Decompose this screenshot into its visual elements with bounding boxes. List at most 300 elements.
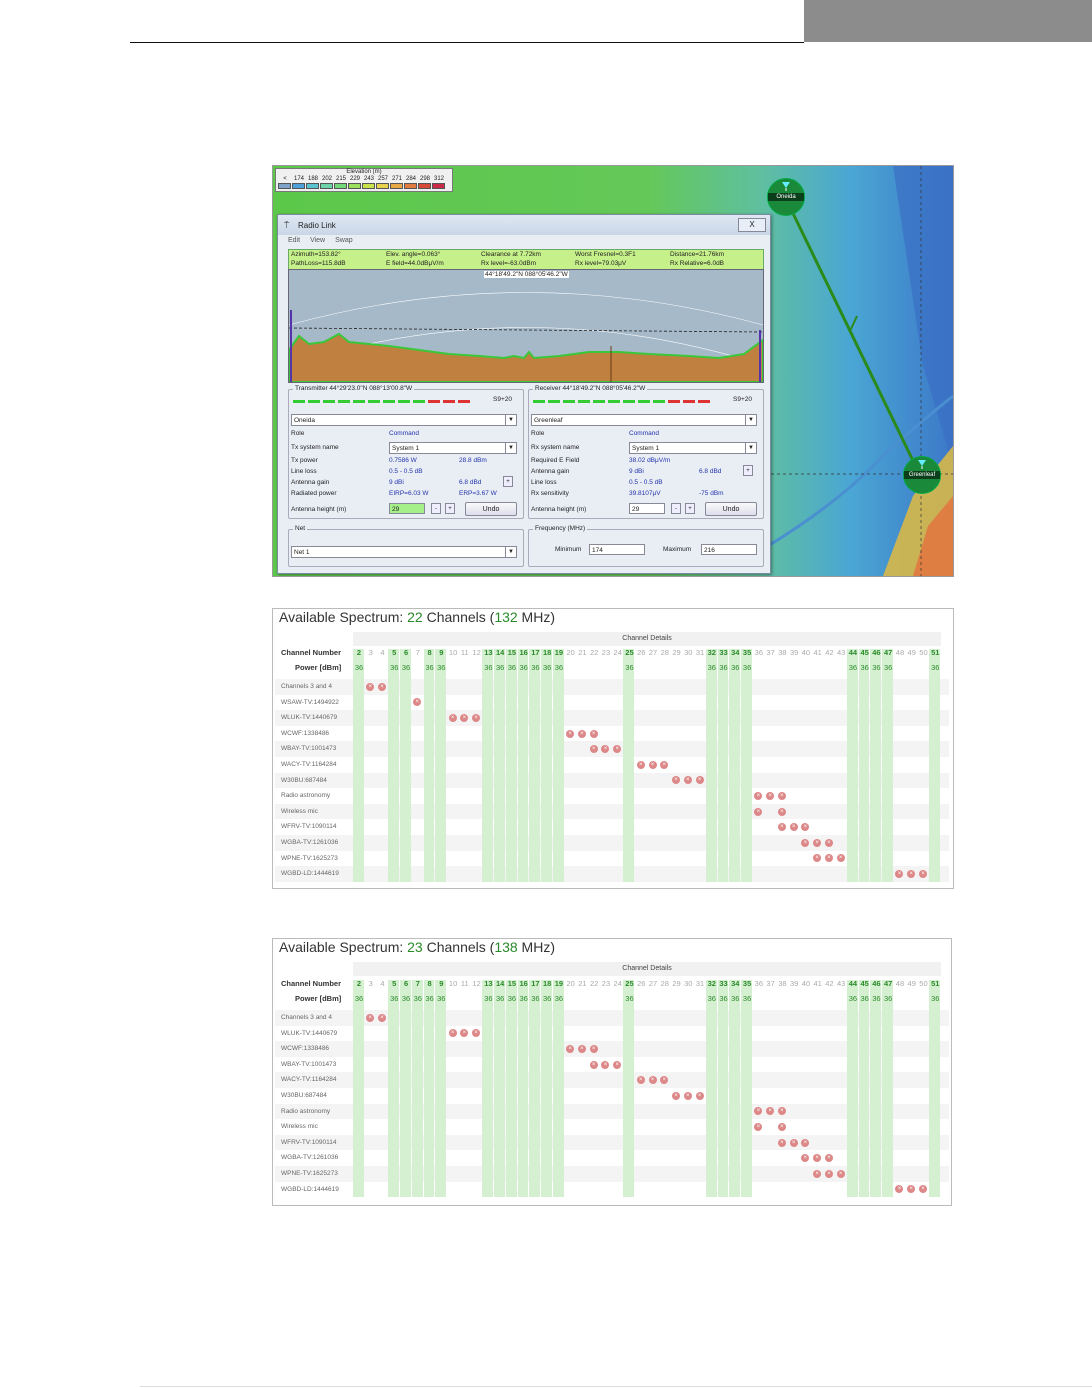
occupied-mark: × — [895, 1185, 903, 1193]
tx-gain-plus-button[interactable]: + — [503, 476, 513, 487]
path-loss: PathLoss=115.8dB — [291, 260, 346, 267]
tx-erp: ERP=3.67 W — [459, 490, 497, 497]
power-value-51: 36 — [931, 994, 940, 1003]
occupied-mark: × — [766, 792, 774, 800]
rx-field-value: 38.02 dBμV/m — [629, 457, 671, 464]
occupied-mark: × — [613, 745, 621, 753]
elev-angle: Elev. angle=0.063° — [386, 251, 441, 258]
rx-sens-uv: 39.8107μV — [629, 490, 661, 497]
row-name: WSAW-TV:1494922 — [281, 698, 339, 706]
free-channel-column — [741, 980, 752, 1197]
power-value-2: 36 — [354, 663, 364, 672]
tx-power-w: 0.7586 W — [389, 457, 417, 464]
channel-number-34: 34 — [731, 979, 740, 988]
occupied-mark: × — [601, 1061, 609, 1069]
occupied-mark: × — [672, 776, 680, 784]
row-name: WCWF:1338486 — [281, 1045, 330, 1053]
free-channel-column — [859, 649, 870, 882]
occupied-mark: × — [778, 1139, 786, 1147]
occupied-mark: × — [919, 1185, 927, 1193]
power-value-19: 36 — [554, 994, 564, 1003]
occupied-mark: × — [696, 1092, 704, 1100]
tx-undo-button[interactable]: Undo — [465, 502, 517, 516]
free-channel-column — [847, 649, 858, 882]
elevation-legend — [275, 168, 453, 192]
channel-number-25: 25 — [625, 648, 634, 657]
rx-system-value: System 1 — [632, 445, 660, 452]
channel-number-9: 9 — [439, 979, 444, 988]
free-channel-column — [353, 649, 364, 882]
legend-label: 188 — [307, 176, 318, 182]
net-group — [288, 525, 524, 567]
rx-sens-label: Rx sensitivity — [531, 490, 569, 497]
occupied-mark: × — [637, 1076, 645, 1084]
channel-number-48: 48 — [895, 648, 905, 657]
channel-number-15: 15 — [507, 648, 517, 657]
rx-system-select[interactable] — [629, 442, 757, 454]
occupied-mark: × — [778, 1107, 786, 1115]
channel-number-12: 12 — [472, 648, 481, 657]
freq-min-label: Minimum — [555, 546, 582, 553]
legend-label: 202 — [321, 176, 332, 182]
row-name: Channels 3 and 4 — [281, 683, 332, 690]
tx-height-minus-button[interactable]: - — [431, 503, 441, 514]
occupied-mark: × — [696, 776, 704, 784]
row-name: WBAY-TV:1001473 — [281, 1060, 337, 1068]
row-name: WFRV-TV:1090114 — [281, 1138, 337, 1146]
legend-swatch — [390, 183, 403, 189]
power-value-25: 36 — [625, 663, 634, 672]
occupied-mark: × — [590, 1061, 598, 1069]
channel-number-41: 41 — [813, 648, 822, 657]
rx-height-label: Antenna height (m) — [531, 506, 587, 513]
occupied-mark: × — [754, 1107, 762, 1115]
channel-number-7: 7 — [415, 648, 420, 657]
occupied-mark: × — [778, 1123, 786, 1131]
tx-system-value: System 1 — [392, 445, 420, 452]
row-name: WLUK-TV:1440679 — [281, 1029, 338, 1037]
profile-graph — [289, 270, 763, 382]
free-channel-column — [494, 649, 505, 882]
legend-label: 271 — [391, 176, 402, 182]
occupied-mark: × — [684, 776, 692, 784]
channel-number-28: 28 — [660, 979, 669, 988]
free-channel-column — [882, 980, 893, 1197]
occupied-mark: × — [813, 1154, 821, 1162]
rx-field-label: Required E Field — [531, 457, 580, 464]
site-marker-oneida[interactable] — [767, 178, 805, 216]
channel-number-13: 13 — [484, 648, 493, 657]
occupied-mark: × — [472, 1029, 480, 1037]
channel-number-51: 51 — [931, 648, 940, 657]
power-value-44: 36 — [848, 663, 858, 672]
free-channel-column — [400, 980, 411, 1197]
tx-gain-dbi: 9 dBi — [389, 479, 404, 486]
free-channel-column — [541, 980, 552, 1197]
occupied-mark: × — [837, 854, 845, 862]
power-value-6: 36 — [401, 663, 411, 672]
rx-gain-plus-button[interactable]: + — [743, 465, 753, 476]
channel-number-22: 22 — [590, 648, 599, 657]
power-value-46: 36 — [872, 663, 881, 672]
channel-number-5: 5 — [392, 979, 397, 988]
channel-number-24: 24 — [613, 979, 622, 988]
channel-number-21: 21 — [578, 648, 587, 657]
power-value-19: 36 — [554, 663, 564, 672]
channel-number-8: 8 — [427, 979, 432, 988]
occupied-mark: × — [637, 761, 645, 769]
row-name: WACY-TV:1164284 — [281, 761, 337, 768]
channel-number-47: 47 — [884, 648, 893, 657]
menu-edit[interactable]: Edit — [288, 237, 301, 244]
site-marker-greenleaf[interactable] — [903, 456, 941, 494]
power-value-25: 36 — [625, 994, 634, 1003]
channel-number-27: 27 — [648, 979, 658, 988]
power-value-18: 36 — [542, 994, 552, 1003]
channel-number-35: 35 — [742, 648, 752, 657]
legend-label: 215 — [335, 176, 346, 182]
channel-number-44: 44 — [848, 648, 858, 657]
channel-number-7: 7 — [415, 979, 420, 988]
occupied-mark: × — [907, 870, 915, 878]
channel-number-47: 47 — [884, 979, 893, 988]
tx-radiated-label: Radiated power — [291, 490, 337, 497]
channel-number-43: 43 — [836, 648, 846, 657]
channel-number-26: 26 — [637, 648, 646, 657]
occupied-mark: × — [919, 870, 927, 878]
rx-undo-button[interactable]: Undo — [705, 502, 757, 516]
power-value-16: 36 — [519, 994, 528, 1003]
occupied-mark: × — [907, 1185, 915, 1193]
channel-number-14: 14 — [495, 648, 505, 657]
tx-height-plus-button[interactable]: + — [445, 503, 455, 514]
power-value-34: 36 — [731, 663, 740, 672]
channel-number-6: 6 — [403, 648, 409, 657]
occupied-mark: × — [813, 1170, 821, 1178]
channel-number-42: 42 — [825, 648, 834, 657]
legend-swatch — [432, 183, 445, 189]
footer-rule — [140, 1386, 1092, 1387]
free-channel-column — [741, 649, 752, 882]
rx-relative: Rx Relative=6.0dB — [670, 260, 725, 267]
row-name: Channels 3 and 4 — [281, 1014, 332, 1021]
channel-number-25: 25 — [625, 979, 634, 988]
channel-number-37: 37 — [766, 979, 775, 988]
free-channel-column — [506, 649, 517, 882]
spectrum-title — [279, 609, 555, 625]
map-screenshot — [272, 165, 954, 577]
power-value-14: 36 — [495, 994, 505, 1003]
window-titlebar[interactable] — [278, 215, 770, 235]
free-channel-column — [729, 649, 740, 882]
channel-details-header: Channel Details — [353, 632, 941, 646]
rx-site-select[interactable] — [531, 414, 757, 426]
worst-fresnel: Worst Fresnel=0.3F1 — [575, 251, 636, 258]
free-channel-column — [870, 980, 881, 1197]
receiver-group — [528, 385, 764, 519]
title-channels-word: Channels ( — [422, 609, 495, 625]
legend-swatch — [292, 183, 305, 189]
free-channel-column — [482, 649, 493, 882]
channel-number-29: 29 — [672, 648, 681, 657]
power-value-2: 36 — [354, 994, 364, 1003]
free-channel-column — [553, 649, 564, 882]
power-value-5: 36 — [390, 663, 399, 672]
channel-number-39: 39 — [789, 648, 799, 657]
legend-swatches — [278, 183, 446, 189]
rx-height-plus-button[interactable]: + — [685, 503, 695, 514]
free-channel-column — [529, 980, 540, 1197]
row-name: WPNE-TV:1625273 — [281, 854, 338, 862]
power-value-14: 36 — [495, 663, 505, 672]
clearance: Clearance at 7.72km — [481, 251, 541, 258]
tx-power-dbm: 28.8 dBm — [459, 457, 487, 464]
window-title: Radio Link — [298, 221, 336, 230]
rx-gain-dbi: 9 dBi — [629, 468, 644, 475]
power-value-47: 36 — [884, 994, 893, 1003]
channel-number-23: 23 — [601, 648, 611, 657]
tx-site-select[interactable] — [291, 414, 517, 426]
occupied-mark: × — [613, 1061, 621, 1069]
spectrum-panel-2 — [272, 938, 952, 1206]
channel-number-2: 2 — [356, 648, 362, 657]
row-name: WGBD-LD:1444619 — [281, 870, 339, 878]
title-mhz-suffix: MHz) — [517, 609, 555, 625]
free-channel-column — [518, 649, 529, 882]
occupied-mark: × — [578, 1045, 586, 1053]
occupied-mark: × — [566, 730, 574, 738]
power-value-18: 36 — [542, 663, 552, 672]
occupied-mark: × — [778, 792, 786, 800]
channel-number-49: 49 — [907, 648, 916, 657]
power-value-13: 36 — [484, 663, 493, 672]
row-name: WPNE-TV:1625273 — [281, 1170, 338, 1177]
power-label: Power [dBm] — [295, 994, 342, 1003]
close-button[interactable]: X — [738, 218, 766, 232]
menu-view[interactable]: View — [310, 237, 326, 244]
occupied-mark: × — [590, 745, 598, 753]
occupied-mark: × — [766, 1107, 774, 1115]
power-value-9: 36 — [437, 663, 446, 672]
tx-meter-value: S9+20 — [493, 396, 512, 403]
power-value-5: 36 — [390, 994, 399, 1003]
channel-number-17: 17 — [531, 979, 540, 988]
channel-number-2: 2 — [356, 979, 362, 988]
channel-number-14: 14 — [495, 979, 505, 988]
occupied-mark: × — [825, 1170, 833, 1178]
power-value-47: 36 — [884, 663, 893, 672]
chevron-down-icon: ▼ — [505, 415, 516, 425]
channel-number-24: 24 — [613, 648, 622, 657]
legend-swatch — [348, 183, 361, 189]
tx-gain-label: Antenna gain — [291, 479, 330, 486]
occupied-mark: × — [778, 808, 786, 816]
channel-number-4: 4 — [380, 648, 385, 657]
free-channel-column — [929, 649, 940, 882]
power-value-51: 36 — [931, 663, 940, 672]
channel-number-10: 10 — [448, 648, 458, 657]
chevron-down-icon: ▼ — [505, 443, 516, 453]
legend-swatch — [320, 183, 333, 189]
rx-height-minus-button[interactable]: - — [671, 503, 681, 514]
occupied-mark: × — [449, 1029, 457, 1037]
channel-number-17: 17 — [531, 648, 540, 657]
legend-label: 284 — [405, 176, 416, 182]
power-value-17: 36 — [531, 994, 540, 1003]
free-channel-column — [506, 980, 517, 1197]
channel-number-39: 39 — [789, 979, 799, 988]
occupied-mark: × — [895, 870, 903, 878]
rx-lineloss-value: 0.5 - 0.5 dB — [629, 479, 663, 486]
power-value-34: 36 — [731, 994, 740, 1003]
power-value-15: 36 — [507, 994, 517, 1003]
occupied-mark: × — [813, 854, 821, 862]
channel-count: 22 — [407, 609, 423, 625]
chevron-down-icon: ▼ — [745, 443, 756, 453]
tx-height-label: Antenna height (m) — [291, 506, 347, 513]
channel-number-3: 3 — [368, 648, 373, 657]
channel-number-42: 42 — [825, 979, 834, 988]
receiver-title: Receiver 44°18'49.2"N 088°05'46.2"W — [535, 385, 646, 392]
tx-system-select[interactable] — [389, 442, 517, 454]
occupied-mark: × — [801, 1154, 809, 1162]
power-value-35: 36 — [742, 663, 752, 672]
free-channel-column — [718, 980, 729, 1197]
net-value: Net 1 — [294, 549, 310, 556]
free-channel-column — [400, 649, 411, 882]
rx-role-value[interactable]: Command — [629, 430, 659, 437]
channel-number-18: 18 — [542, 648, 552, 657]
channel-number-40: 40 — [801, 979, 811, 988]
legend-label: < — [283, 176, 287, 182]
tx-power-label: Tx power — [291, 457, 318, 464]
free-channel-column — [706, 649, 717, 882]
tx-site-value: Oneida — [294, 417, 315, 424]
occupied-mark: × — [366, 683, 374, 691]
row-name: Radio astronomy — [281, 792, 331, 800]
occupied-mark: × — [649, 761, 657, 769]
free-channel-column — [435, 980, 446, 1197]
channel-number-30: 30 — [684, 979, 693, 988]
title-channels-word: Channels ( — [422, 939, 495, 955]
occupied-mark: × — [566, 1045, 574, 1053]
channel-number-33: 33 — [719, 648, 728, 657]
free-channel-column — [424, 980, 435, 1197]
channel-number-48: 48 — [895, 979, 905, 988]
mhz-count: 138 — [494, 939, 518, 955]
channel-number-12: 12 — [472, 979, 481, 988]
rx-level-uv: Rx level=79.03μV — [575, 260, 627, 267]
legend-swatch — [306, 183, 319, 189]
row-name: WGBA-TV:1261036 — [281, 839, 339, 846]
menu-swap[interactable]: Swap — [335, 237, 353, 244]
power-value-45: 36 — [860, 663, 869, 672]
channel-number-32: 32 — [707, 979, 716, 988]
channel-number-40: 40 — [801, 648, 811, 657]
channel-number-6: 6 — [403, 979, 409, 988]
power-value-32: 36 — [707, 663, 716, 672]
channel-number-30: 30 — [684, 648, 693, 657]
power-label: Power [dBm] — [295, 663, 342, 672]
free-channel-column — [388, 649, 399, 882]
channel-number-45: 45 — [860, 979, 869, 988]
frequency-group — [528, 525, 764, 567]
channel-number-46: 46 — [872, 979, 881, 988]
radio-link-window — [277, 214, 771, 574]
occupied-mark: × — [660, 761, 668, 769]
rx-gain-label: Antenna gain — [531, 468, 570, 475]
occupied-mark: × — [790, 823, 798, 831]
channel-number-36: 36 — [754, 979, 763, 988]
channel-number-13: 13 — [484, 979, 493, 988]
power-value-17: 36 — [531, 663, 540, 672]
channel-number-4: 4 — [380, 979, 385, 988]
title-prefix: Available Spectrum: — [279, 939, 408, 955]
legend-swatch — [404, 183, 417, 189]
channel-number-31: 31 — [695, 979, 705, 988]
freq-min-input[interactable]: 174 — [589, 544, 645, 555]
tx-signal-meter — [293, 400, 470, 403]
power-value-46: 36 — [872, 994, 881, 1003]
free-channel-column — [353, 980, 364, 1197]
title-mhz-suffix: MHz) — [517, 939, 555, 955]
rx-height-input[interactable]: 29 — [629, 503, 665, 514]
channel-number-15: 15 — [507, 979, 517, 988]
net-select[interactable] — [291, 546, 517, 558]
occupied-mark: × — [837, 1170, 845, 1178]
power-value-33: 36 — [719, 663, 728, 672]
freq-max-input[interactable]: 216 — [701, 544, 757, 555]
legend-title: Elevation (m) — [346, 169, 382, 175]
legend-label: 243 — [363, 176, 374, 182]
legend-label: 257 — [377, 176, 388, 182]
row-name: WCWF:1338486 — [281, 729, 330, 737]
occupied-mark: × — [378, 683, 386, 691]
occupied-mark: × — [754, 792, 762, 800]
header-rule — [130, 42, 804, 43]
power-value-15: 36 — [507, 663, 517, 672]
occupied-mark: × — [590, 730, 598, 738]
tx-height-input[interactable]: 29 — [389, 503, 425, 514]
occupied-mark: × — [801, 823, 809, 831]
free-channel-column — [882, 649, 893, 882]
occupied-mark: × — [790, 1139, 798, 1147]
channel-number-20: 20 — [566, 979, 575, 988]
legend-label: 298 — [419, 176, 430, 182]
legend-label: 312 — [433, 176, 444, 182]
menu-bar — [288, 237, 353, 244]
free-channel-column — [553, 980, 564, 1197]
rx-sysname-label: Rx system name — [531, 444, 580, 451]
distance: Distance=21.76km — [670, 251, 725, 258]
title-prefix: Available Spectrum: — [279, 609, 408, 625]
free-channel-column — [729, 980, 740, 1197]
tx-role-value[interactable]: Command — [389, 430, 419, 437]
channel-number-51: 51 — [931, 979, 940, 988]
power-value-7: 36 — [413, 994, 422, 1003]
free-channel-column — [494, 980, 505, 1197]
occupied-mark: × — [449, 714, 457, 722]
tx-role-label: Role — [291, 430, 305, 437]
occupied-mark: × — [378, 1014, 386, 1022]
channel-number-9: 9 — [439, 648, 444, 657]
occupied-mark: × — [801, 839, 809, 847]
site-label-oneida: Oneida — [768, 193, 804, 201]
channel-number-33: 33 — [719, 979, 728, 988]
tx-eirp: EIRP=6.03 W — [389, 490, 429, 497]
channel-details-header: Channel Details — [353, 962, 941, 976]
channel-number-38: 38 — [778, 979, 787, 988]
